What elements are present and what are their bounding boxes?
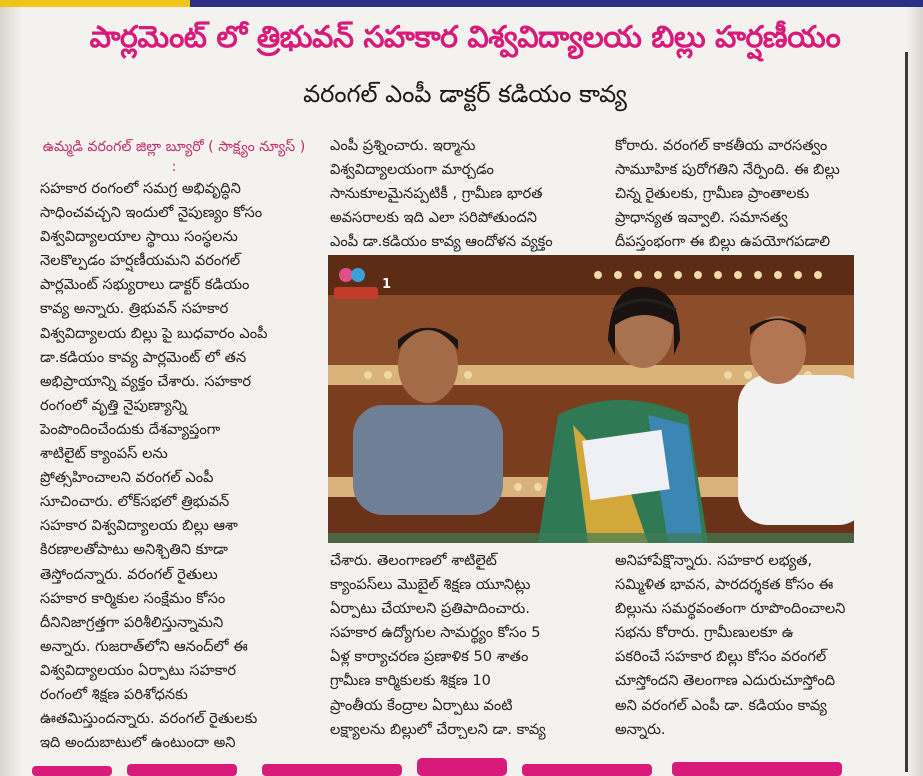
text-line: సూచించారు. లోక్‌సభలో త్రిభువన్ — [40, 493, 230, 511]
text-line: ఇది అందుబాటులో ఉంటుందా అని — [40, 734, 236, 752]
text-line: చూస్తోందని తెలంగాణ ఎదురుచూస్తోంది — [615, 672, 836, 690]
text-line: పార్లమెంట్ సభ్యురాలు డాక్టర్ కడియం — [40, 276, 250, 294]
next-article-headline-cropped — [22, 752, 902, 776]
column-3-top-text — [615, 134, 895, 254]
text-line: అవసరాలకు ఇది ఎలా సరిపోతుందని — [330, 209, 538, 227]
column-2-top-text — [330, 134, 600, 254]
text-line: కిరణాలతోపాటు అనిశ్చితిని కూడా — [40, 541, 228, 559]
text-line: లక్ష్యాలను బిల్లులో చేర్చాలని డా. కావ్య — [330, 720, 546, 738]
text-line: సహకార కార్మికుల సంక్షేమం కోసం — [40, 589, 226, 607]
text-line: పకరించే సహకార బిల్లు కోసం వరంగల్ — [615, 648, 827, 666]
headline: పార్లమెంట్ లో త్రిభువన్ సహకార విశ్వవిద్యాలయ బిల్లు హర్షణీయం — [89, 20, 841, 55]
text-line: అభిప్రాయాన్ని వ్యక్తం చేశారు. సహకార — [40, 372, 252, 390]
text-line: తెస్తోందన్నారు. వరంగల్ రైతులు — [40, 565, 218, 583]
column-3-bottom-text — [615, 549, 895, 742]
text-line: అనిహాపేక్షొన్నారు. సహకార లభ్యత, — [615, 552, 813, 569]
text-line: సాధించవచ్చని ఇందులో నైపుణ్యం కోసం — [40, 204, 263, 222]
text-line: విశ్వవిద్యాలయాల స్థాయి సంస్థలను — [40, 228, 238, 246]
sansad-tv-logo — [332, 265, 380, 305]
article-column-2-top — [330, 134, 600, 254]
text-line: రంగంలో శిక్షణ పరిశోధనకు — [40, 685, 188, 703]
page-edge-right — [907, 7, 923, 776]
text-line: నెలకొల్పడం హర్షణీయమని వరంగల్ — [40, 252, 241, 270]
article-column-2-bottom — [330, 549, 602, 742]
text-line: విశ్వవిద్యాలయం ఏర్పాటు సహకార — [40, 661, 237, 679]
article-column-1 — [40, 137, 308, 755]
text-line: ఏర్పాటు చేయాలని ప్రతిపాదించారు. — [330, 600, 530, 618]
top-bar-accent — [0, 0, 190, 7]
page-edge-left — [0, 7, 22, 776]
column-2-bottom-text — [330, 549, 602, 742]
text-line: ఏళ్ల కార్యాచరణ ప్రణాళిక 50 శాతం — [330, 648, 529, 666]
text-line: విశ్వవిద్యాలయంగా మార్చడం — [330, 161, 494, 179]
text-line: బిల్లును సమర్థవంతంగా రూపొందించాలని — [615, 600, 846, 618]
text-line: గ్రామీణ కార్మికులకు శిక్షణ 10 — [330, 672, 491, 690]
column-1-text — [40, 177, 308, 755]
text-line: సహకార విశ్వవిద్యాలయ బిల్లు ఆశా — [40, 517, 238, 535]
article-column-3-bottom — [615, 549, 895, 742]
article-column-3-top — [615, 134, 895, 254]
text-line: అని వరంగల్ ఎంపీ డా. కడియం కావ్య — [615, 696, 827, 714]
text-line: ప్రాధాన్యత ఇవ్వాలి. సమానత్వ — [615, 209, 788, 227]
text-line: దీపస్తంభంగా ఈ బిల్లు ఉపయోగపడాలి — [615, 233, 831, 251]
text-line: ప్రాంతీయ కేంద్రాల ఏర్పాటు వంటి — [330, 696, 513, 714]
subheadline: వరంగల్ ఎంపీ డాక్టర్ కడియం కావ్య — [303, 80, 627, 108]
text-line: పెంపొందించేందుకు దేశవ్యాప్తంగా — [40, 420, 221, 438]
text-line: ఎంపీ ప్రశ్నించారు. ఇర్మాను — [330, 137, 476, 154]
photo-scene — [328, 255, 854, 543]
parliament-photo — [328, 255, 854, 543]
text-line: ప్రోత్సహించాలని వరంగల్ ఎంపీ — [40, 469, 214, 487]
text-line: దీనినిజాగ్రత్తగా పరిశీలిస్తున్నామని — [40, 613, 224, 631]
text-line: విశ్వవిద్యాలయ బిల్లు పై బుధవారం ఎంపీ — [40, 324, 268, 342]
text-line: అన్నారు. గుజరాత్‌లోని ఆనంద్‌లో ఈ — [40, 637, 248, 655]
text-line: సహకార రంగంలో సమగ్ర అభివృద్ధిని — [40, 180, 241, 197]
text-line: చిన్న రైతులకు, గ్రామీణ ప్రాంతాలకు — [615, 185, 810, 203]
text-line: సభను కోరారు. గ్రామీణులకూ ఉ — [615, 624, 794, 642]
text-line: సానుకూలమైనప్పటికీ , గ్రామీణ భారత — [330, 185, 543, 203]
text-line: అన్నారు. — [615, 720, 666, 738]
text-line: సామూహిక పురోగతిని నేర్పింది. ఈ బిల్లు — [615, 161, 840, 179]
byline: ఉమ్మడి వరంగల్ జిల్లా బ్యూరో ( సాక్ష్యం న్యూస్ ) : — [42, 139, 306, 175]
text-line: సహకార ఉద్యోగుల సామర్థ్యం కోసం 5 — [330, 624, 541, 642]
text-line: డా.కడియం కావ్య పార్లమెంట్ లో తన — [40, 348, 247, 366]
text-line: క్యాంపస్‌లు మొబైల్ శిక్షణ యూనిట్లు — [330, 576, 531, 594]
text-line: కోరారు. వరంగల్ కాకతీయ వారసత్వం — [615, 137, 828, 154]
text-line: చేశారు. తెలంగాణలో శాటిలైట్ — [330, 552, 497, 569]
text-line: కావ్య అన్నారు. త్రిభువన్ సహకార — [40, 300, 229, 318]
text-line: రంగంలో వృత్తి నైపుణ్యాన్ని — [40, 396, 187, 414]
text-line: ఊతమిస్తుందన్నారు. వరంగల్ రైతులకు — [40, 710, 258, 728]
text-line: ఎంపీ డా.కడియం కావ్య ఆందోళన వ్యక్తం — [330, 233, 553, 251]
text-line: సమ్మిళిత భావన, పారదర్శకత కోసం ఈ — [615, 576, 834, 594]
channel-badge: 1 — [382, 277, 392, 292]
column-rule — [905, 52, 908, 772]
text-line: శాటిలైట్ క్యాంపస్ లను — [40, 445, 168, 463]
